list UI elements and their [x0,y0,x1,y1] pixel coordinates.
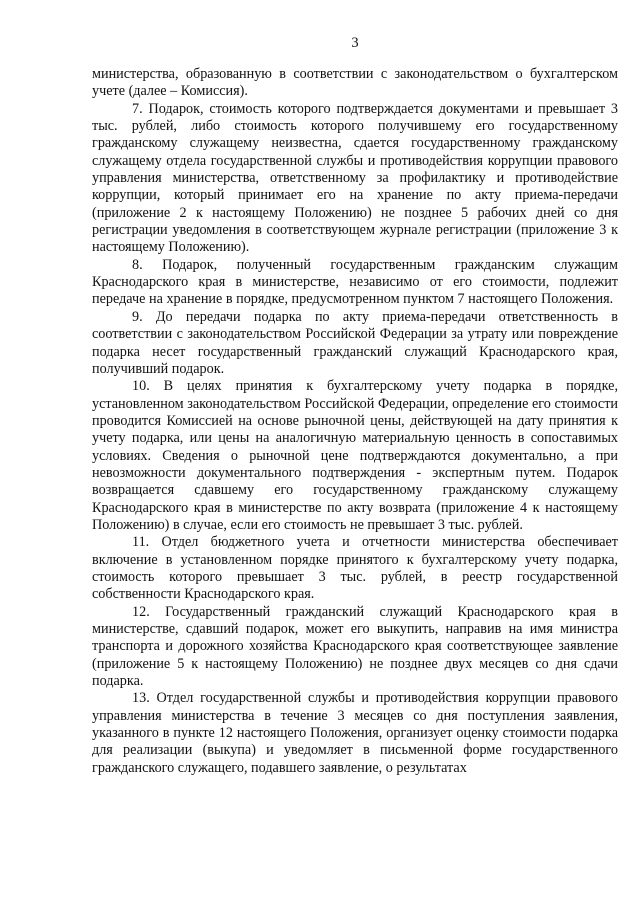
paragraph: 9. До передачи подарка по акту приема-передачи ответственность в соответствии с законодательством Российской Федерации за утрату или повреждение подарка несет государственный гражданский служащий Краснодарского края, получивший подарок. [92,308,618,377]
paragraph: министерства, образованную в соответствии с законодательством о бухгалтерском учете (далее – Комиссия). [92,66,618,100]
paragraph: 11. Отдел бюджетного учета и отчетности министерства обеспечивает включение в установленном порядке принятого к бухгалтерскому учету подарка, стоимость которого превышает 3 тыс. рублей, в реестр государственной собственности Краснодарского края. [92,534,618,603]
paragraph: 13. Отдел государственной службы и противодействия коррупции правового управления министерства в течение 3 месяцев со дня поступления заявления, указанного в пункте 12 настоящего Положения, организует оценку стоимости подарка для реализации (выкупа) и уведомляет в письменной форме государственного гражданского служащего, подавшего заявление, о результатах [92,690,618,776]
paragraph: 10. В целях принятия к бухгалтерскому учету подарка в порядке, установленном законодательством Российской Федерации, определение его стоимости проводится Комиссией на основе рыночной цены, действующей на дату принятия к учету подарка, или цены на аналогичную материальную ценность в сопоставимых условиях. Сведения о рыночной цене подтверждаются документально, а при невозможности документального подтверждения - экспертным путем. Подарок возвращается сдавшему его государственному гражданскому служащему Краснодарского края в министерстве по акту возврата (приложение 4 к настоящему Положению) в случае, если его стоимость не превышает 3 тыс. рублей. [92,378,618,533]
document-body [92,66,618,777]
paragraph: 12. Государственный гражданский служащий Краснодарского края в министерстве, сдавший подарок, может его выкупить, направив на имя министра транспорта и дорожного хозяйства Краснодарского края соответствующее заявление (приложение 5 к настоящему Положению) не позднее двух месяцев со дня сдачи подарка. [92,603,618,690]
paragraph: 7. Подарок, стоимость которого подтверждается документами и превышает 3 тыс. рублей, либо стоимость которого получившему его государственному гражданскому служащему неизвестна, сдается государственному гражданскому служащему отдела государственной службы и противодействия коррупции правового управления министерства, ответственному за профилактику и противодействие коррупции, который принимает его на хранение по акту приема-передачи (приложение 2 к настоящему Положению) не позднее 5 рабочих дней со дня регистрации уведомления в соответствующем журнале регистрации (приложение 3 к настоящему Положению). [92,100,618,256]
page-number: 3 [351,35,359,51]
paragraph: 8. Подарок, полученный государственным гражданским служащим Краснодарского края в министерстве, независимо от его стоимости, подлежит передаче на хранение в порядке, предусмотренном пунктом 7 настоящего Положения. [92,256,618,308]
